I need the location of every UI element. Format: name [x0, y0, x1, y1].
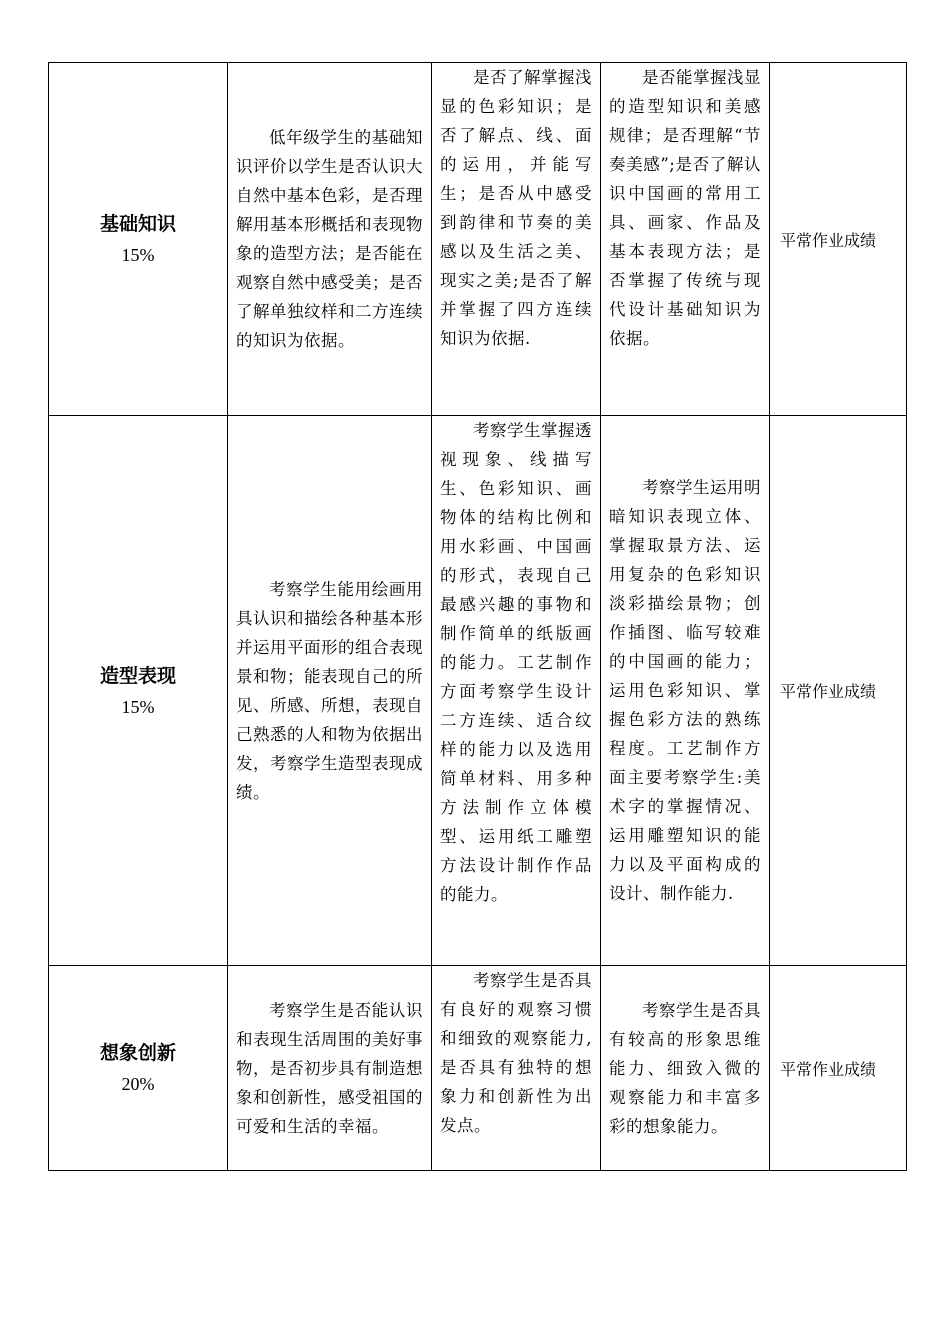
category-cell — [49, 416, 228, 966]
category-cell — [49, 966, 228, 1171]
category-weight: 20% — [121, 1074, 155, 1094]
category-weight: 15% — [121, 245, 155, 265]
evaluation-method: 平常作业成绩 — [770, 966, 907, 1171]
category-cell — [49, 63, 228, 416]
grade-level-1-description: 低年级学生的基础知识评价以学生是否认识大自然中基本色彩，是否理解用基本形概括和表现物象的造型方法；是否能在观察自然中感受美；是否了解单独纹样和二方连续的知识为依据。 — [228, 63, 432, 416]
category-weight: 15% — [121, 696, 155, 717]
grade-level-3-description: 考察学生运用明暗知识表现立体、掌握取景方法、运用复杂的色彩知识淡彩描绘景物；创作插图、临写较难的中国画的能力；运用色彩知识、掌握色彩方法的熟练程度。工艺制作方面主要考察学生:美术字的掌握情况、运用雕塑知识的能力以及平面构成的设计、制作能力. — [601, 416, 770, 966]
grade-level-2-description: 考察学生是否具有良好的观察习惯和细致的观察能力,是否具有独特的想象力和创新性为出发点。 — [432, 966, 601, 1171]
category-name: 基础知识 — [99, 213, 176, 235]
evaluation-table — [48, 62, 907, 1171]
table-row — [49, 416, 907, 966]
grade-level-1-description: 考察学生能用绘画用具认识和描绘各种基本形并运用平面形的组合表现景和物；能表现自己的所见、所感、所想，表现自己熟悉的人和物为依据出发，考察学生造型表现成绩。 — [228, 416, 432, 966]
category-name: 造型表现 — [99, 664, 176, 687]
grade-level-2-description: 是否了解掌握浅显的色彩知识；是否了解点、线、面的运用，并能写生；是否从中感受到韵律和节奏的美感以及生活之美、现实之美;是否了解并掌握了四方连续知识为依据. — [432, 63, 601, 416]
evaluation-method: 平常作业成绩 — [770, 63, 907, 416]
grade-level-3-description: 考察学生是否具有较高的形象思维能力、细致入微的观察能力和丰富多彩的想象能力。 — [601, 966, 770, 1171]
table-row — [49, 63, 907, 416]
evaluation-method: 平常作业成绩 — [770, 416, 907, 966]
category-name: 想象创新 — [99, 1042, 176, 1064]
grade-level-2-description: 考察学生掌握透视现象、线描写生、色彩知识、画物体的结构比例和用水彩画、中国画的形式，表现自己最感兴趣的事物和制作简单的纸版画的能力。工艺制作方面考察学生设计二方连续、适合纹样的能力以及选用简单材料、用多种方法制作立体模型、运用纸工雕塑方法设计制作作品的能力。 — [432, 416, 601, 966]
grade-level-1-description: 考察学生是否能认识和表现生活周围的美好事物，是否初步具有制造想象和创新性，感受祖国的可爱和生活的幸福。 — [228, 966, 432, 1171]
grade-level-3-description: 是否能掌握浅显的造型知识和美感规律；是否理解“节奏美感”;是否了解认识中国画的常用工具、画家、作品及基本表现方法；是否掌握了传统与现代设计基础知识为依据。 — [601, 63, 770, 416]
table-row — [49, 966, 907, 1171]
